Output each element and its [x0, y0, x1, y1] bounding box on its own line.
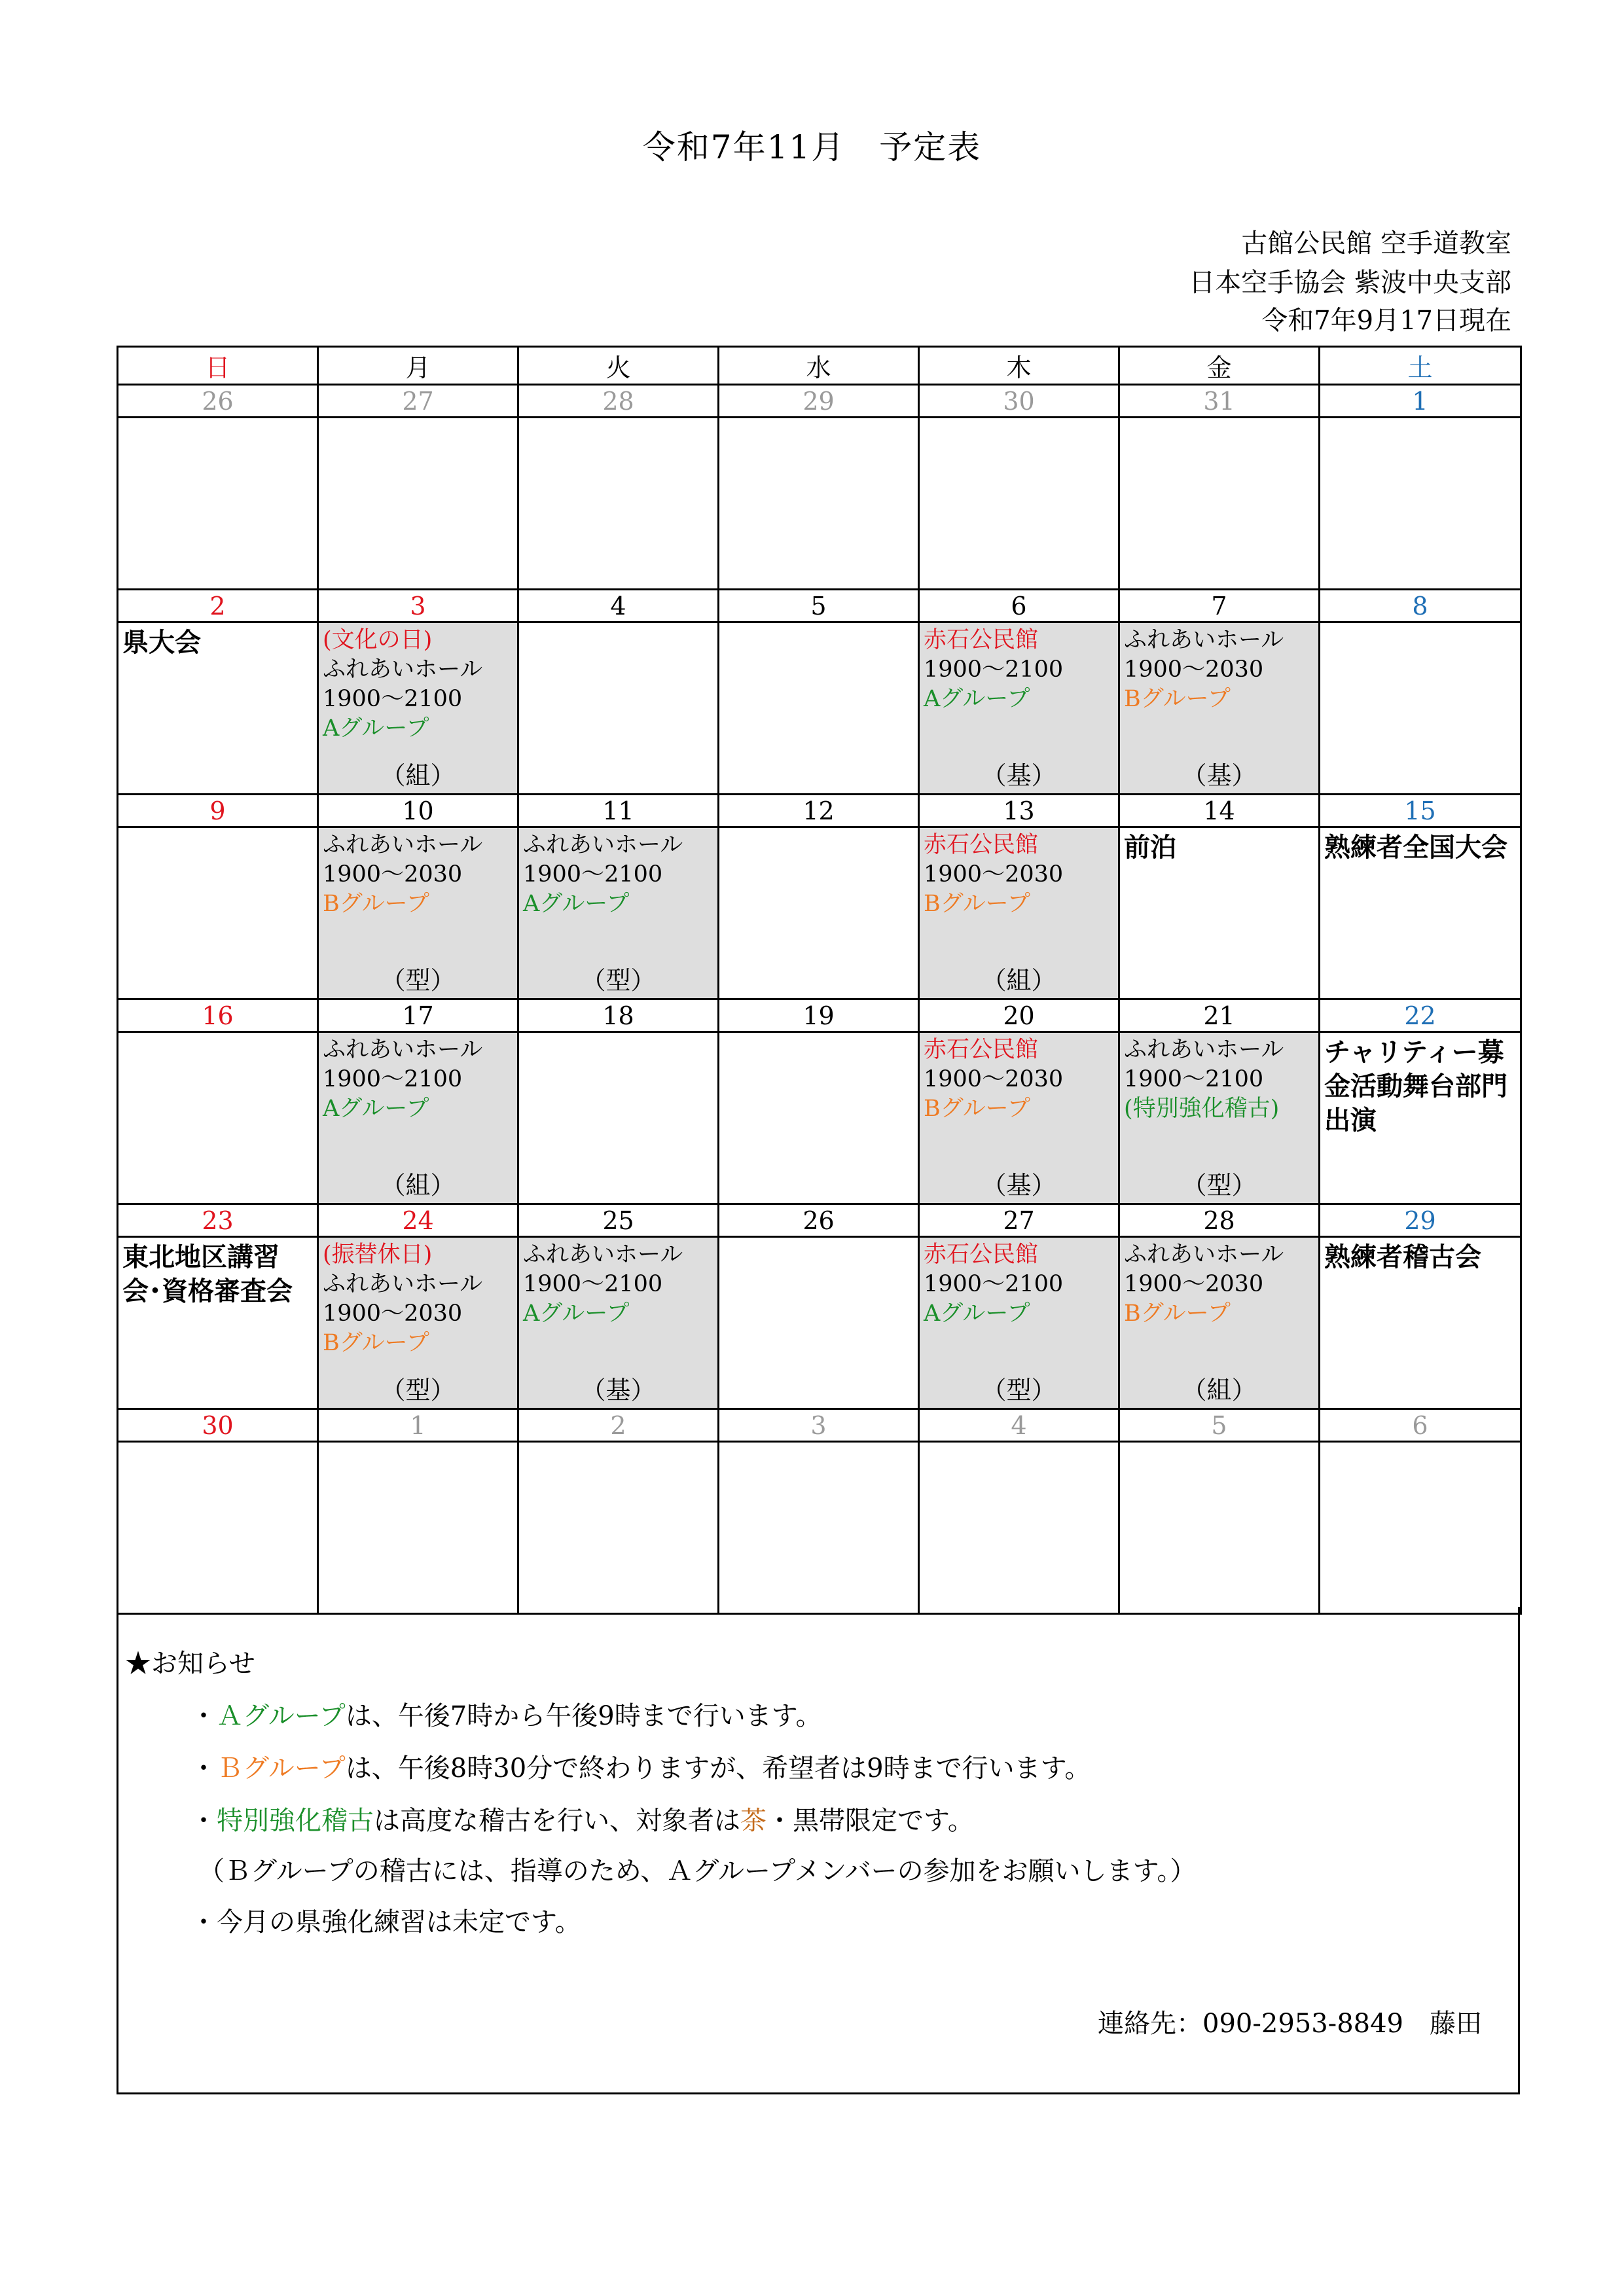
b-group-label: Ｂグループ — [217, 1753, 346, 1784]
date-number: 2 — [118, 590, 318, 622]
date-number: 8 — [1320, 590, 1521, 622]
day-cell — [1119, 1032, 1320, 1204]
day-cell — [719, 622, 919, 795]
date-number: 13 — [919, 795, 1119, 827]
day-cell — [318, 827, 518, 999]
day-cell — [518, 1442, 719, 1614]
date-number: 17 — [318, 999, 518, 1032]
date-number: 22 — [1320, 999, 1521, 1032]
day-cell — [719, 1237, 919, 1409]
event-title: チャリティー募金活動舞台部門出演 — [1324, 1037, 1507, 1136]
date-row — [118, 795, 1521, 827]
event-line: 1900〜2030 — [924, 861, 1064, 888]
date-row — [118, 385, 1521, 418]
a-group-text: は、午後7時から午後9時まで行います。 — [345, 1701, 822, 1731]
day-cell — [118, 1032, 318, 1204]
event-row — [118, 622, 1521, 795]
event-line: 1900〜2030 — [1124, 656, 1264, 683]
event-line: 赤石公民館 — [924, 627, 1039, 653]
practice-type: （型） — [380, 1376, 456, 1405]
date-number: 1 — [1320, 385, 1521, 418]
event-row — [118, 418, 1521, 590]
date-number: 27 — [919, 1204, 1119, 1237]
event-line: (文化の日) — [323, 627, 433, 653]
date-number: 2 — [518, 1409, 719, 1442]
event-line: Bグループ — [924, 1096, 1030, 1122]
date-number: 4 — [919, 1409, 1119, 1442]
weekday-wed: 水 — [719, 347, 919, 385]
a-group-label: Ａグループ — [217, 1701, 346, 1731]
date-row — [118, 1409, 1521, 1442]
day-cell — [1320, 1442, 1521, 1614]
date-number: 5 — [719, 590, 919, 622]
event-row — [118, 827, 1521, 999]
date-number: 28 — [518, 385, 719, 418]
special-text-2: ・黒帯限定です。 — [767, 1806, 974, 1836]
event-line: ふれあいホール — [1124, 1037, 1284, 1063]
date-number: 18 — [518, 999, 719, 1032]
practice-type: （型） — [581, 966, 656, 995]
event-title: 熟練者稽古会 — [1324, 1242, 1481, 1272]
event-line: Bグループ — [1124, 1300, 1231, 1327]
event-line: 1900〜2030 — [323, 1300, 463, 1327]
weekday-tue: 火 — [518, 347, 719, 385]
day-cell — [318, 418, 518, 590]
date-number: 11 — [518, 795, 719, 827]
day-cell — [919, 418, 1119, 590]
calendar-table — [117, 346, 1522, 1615]
practice-type: （型） — [981, 1376, 1056, 1405]
date-number: 31 — [1119, 385, 1320, 418]
date-row — [118, 590, 1521, 622]
event-line: 1900〜2030 — [1124, 1271, 1264, 1297]
weekday-thu: 木 — [919, 347, 1119, 385]
date-number: 14 — [1119, 795, 1320, 827]
date-number: 9 — [118, 795, 318, 827]
practice-type: （基） — [1182, 761, 1257, 790]
event-line: 1900〜2030 — [924, 1066, 1064, 1092]
event-title: 前泊 — [1124, 833, 1176, 863]
event-line: Bグループ — [1124, 686, 1231, 712]
practice-type: （基） — [581, 1376, 656, 1405]
event-line: Bグループ — [924, 891, 1030, 917]
practice-type: （基） — [981, 761, 1056, 790]
event-line: Aグループ — [523, 1300, 630, 1327]
day-cell — [118, 1237, 318, 1409]
event-row — [118, 1032, 1521, 1204]
day-cell — [518, 418, 719, 590]
date-row — [118, 1204, 1521, 1237]
date-number: 19 — [719, 999, 919, 1032]
date-row — [118, 999, 1521, 1032]
day-cell — [118, 827, 318, 999]
date-number: 25 — [518, 1204, 719, 1237]
day-cell — [118, 622, 318, 795]
day-cell — [318, 1237, 518, 1409]
event-line: (振替休日) — [323, 1242, 433, 1268]
notice-a-group: ・Ａグループは、午後7時から午後9時まで行います。 — [190, 1701, 822, 1731]
day-cell — [1320, 418, 1521, 590]
day-cell — [919, 827, 1119, 999]
date-number: 29 — [719, 385, 919, 418]
event-line: ふれあいホール — [523, 832, 683, 858]
event-line: 1900〜2100 — [523, 861, 663, 888]
date-number: 26 — [118, 385, 318, 418]
org-line-2: 日本空手協会 紫波中央支部 — [1189, 268, 1511, 298]
event-line: Aグループ — [523, 891, 630, 917]
event-line: ふれあいホール — [323, 656, 483, 683]
event-line: ふれあいホール — [523, 1242, 683, 1268]
event-line: 赤石公民館 — [924, 1037, 1039, 1063]
practice-type: （型） — [1182, 1171, 1257, 1200]
date-number: 3 — [719, 1409, 919, 1442]
day-cell — [1320, 827, 1521, 999]
event-line: ふれあいホール — [323, 1037, 483, 1063]
day-cell — [719, 827, 919, 999]
notice-box — [117, 1607, 1520, 2094]
day-cell — [1119, 827, 1320, 999]
practice-type: （組） — [981, 966, 1056, 995]
b-group-text: は、午後8時30分で終わりますが、希望者は9時まで行います。 — [345, 1753, 1091, 1784]
date-number: 30 — [118, 1409, 318, 1442]
date-number: 20 — [919, 999, 1119, 1032]
day-cell — [919, 1442, 1119, 1614]
event-line: 1900〜2100 — [924, 656, 1064, 683]
date-number: 1 — [318, 1409, 518, 1442]
event-line: ふれあいホール — [1124, 1242, 1284, 1268]
event-line: 1900〜2030 — [323, 861, 463, 888]
date-number: 10 — [318, 795, 518, 827]
day-cell — [919, 1032, 1119, 1204]
notice-b-group: ・Ｂグループは、午後8時30分で終わりますが、希望者は9時まで行います。 — [190, 1753, 1091, 1784]
as-of-date: 令和7年9月17日現在 — [1261, 306, 1511, 336]
event-title: 東北地区講習会･資格審査会 — [122, 1242, 293, 1306]
date-number: 6 — [919, 590, 1119, 622]
date-number: 16 — [118, 999, 318, 1032]
notice-paren: （Ｂグループの稽古には、指導のため、Ａグループメンバーの参加をお願いします。） — [198, 1856, 1197, 1886]
day-cell — [1320, 1237, 1521, 1409]
day-cell — [1119, 622, 1320, 795]
org-line-1: 古館公民館 空手道教室 — [1241, 228, 1511, 259]
weekday-header — [118, 347, 1521, 385]
weekday-sun: 日 — [118, 347, 318, 385]
event-line: Aグループ — [924, 686, 1030, 712]
day-cell — [118, 418, 318, 590]
date-number: 21 — [1119, 999, 1320, 1032]
date-number: 30 — [919, 385, 1119, 418]
contact-info: 連絡先：090-2953-8849 藤田 — [1098, 2009, 1482, 2039]
day-cell — [1119, 1237, 1320, 1409]
event-line: Bグループ — [323, 1330, 429, 1356]
date-number: 29 — [1320, 1204, 1521, 1237]
date-number: 3 — [318, 590, 518, 622]
brown-belt-label: 茶 — [740, 1806, 767, 1836]
notice-last: ・今月の県強化練習は未定です。 — [190, 1907, 581, 1937]
day-cell — [318, 622, 518, 795]
event-line: 1900〜2100 — [323, 686, 463, 712]
event-line: 1900〜2100 — [323, 1066, 463, 1092]
day-cell — [919, 1237, 1119, 1409]
date-number: 28 — [1119, 1204, 1320, 1237]
weekday-fri: 金 — [1119, 347, 1320, 385]
date-number: 4 — [518, 590, 719, 622]
event-row — [118, 1237, 1521, 1409]
event-line: 赤石公民館 — [924, 832, 1039, 858]
special-text-1: は高度な稽古を行い、対象者は — [374, 1806, 740, 1836]
day-cell — [318, 1032, 518, 1204]
event-row — [118, 1442, 1521, 1614]
date-number: 24 — [318, 1204, 518, 1237]
event-line: 1900〜2100 — [924, 1271, 1064, 1297]
practice-type: （組） — [380, 1171, 456, 1200]
day-cell — [1320, 1032, 1521, 1204]
day-cell — [1119, 1442, 1320, 1614]
day-cell — [518, 1032, 719, 1204]
date-number: 5 — [1119, 1409, 1320, 1442]
event-line: Aグループ — [924, 1300, 1030, 1327]
day-cell — [518, 827, 719, 999]
event-line: ふれあいホール — [1124, 627, 1284, 653]
page-title: 令和7年11月 予定表 — [642, 128, 982, 166]
event-line: 1900〜2100 — [523, 1271, 663, 1297]
weekday-sat: 土 — [1320, 347, 1521, 385]
event-line: Bグループ — [323, 891, 429, 917]
notice-heading: ★お知らせ — [125, 1649, 255, 1679]
day-cell — [118, 1442, 318, 1614]
special-label: 特別強化稽古 — [217, 1806, 374, 1836]
day-cell — [719, 418, 919, 590]
day-cell — [919, 622, 1119, 795]
practice-type: （基） — [981, 1171, 1056, 1200]
date-number: 7 — [1119, 590, 1320, 622]
event-line: (特別強化稽古) — [1124, 1096, 1280, 1122]
day-cell — [719, 1032, 919, 1204]
event-line: ふれあいホール — [323, 832, 483, 858]
date-number: 12 — [719, 795, 919, 827]
event-title: 県大会 — [122, 628, 201, 658]
date-number: 6 — [1320, 1409, 1521, 1442]
notice-special: ・特別強化稽古は高度な稽古を行い、対象者は茶・黒帯限定です。 — [190, 1806, 974, 1836]
event-line: Aグループ — [323, 715, 429, 742]
day-cell — [1320, 622, 1521, 795]
date-number: 26 — [719, 1204, 919, 1237]
date-number: 23 — [118, 1204, 318, 1237]
event-title: 熟練者全国大会 — [1324, 833, 1507, 863]
day-cell — [1119, 418, 1320, 590]
day-cell — [518, 622, 719, 795]
event-line: 赤石公民館 — [924, 1242, 1039, 1268]
weekday-mon: 月 — [318, 347, 518, 385]
event-line: Aグループ — [323, 1096, 429, 1122]
date-number: 15 — [1320, 795, 1521, 827]
practice-type: （組） — [1182, 1376, 1257, 1405]
practice-type: （組） — [380, 761, 456, 790]
day-cell — [719, 1442, 919, 1614]
date-number: 27 — [318, 385, 518, 418]
event-line: ふれあいホール — [323, 1271, 483, 1297]
practice-type: （型） — [380, 966, 456, 995]
day-cell — [518, 1237, 719, 1409]
event-line: 1900〜2100 — [1124, 1066, 1264, 1092]
day-cell — [318, 1442, 518, 1614]
